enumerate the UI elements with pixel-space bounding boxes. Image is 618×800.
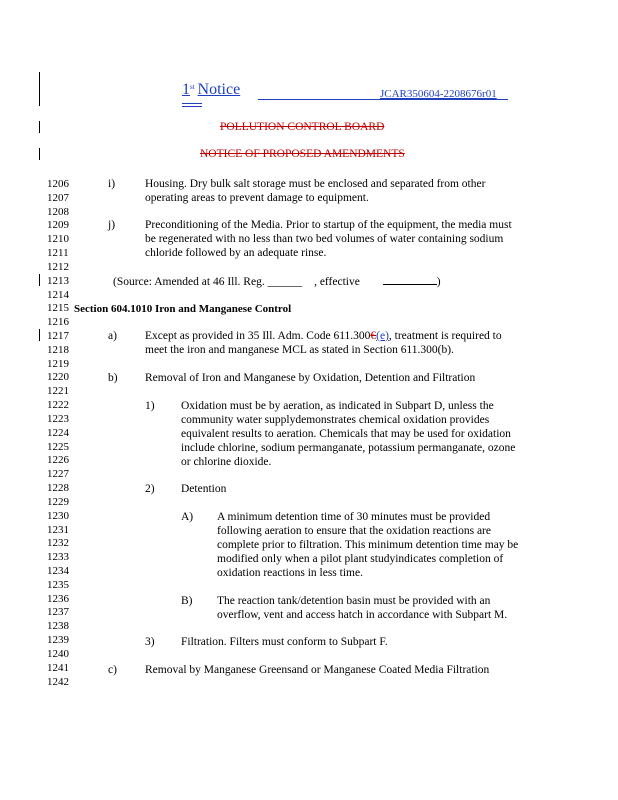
document-id: JCAR350604-2208676r01 bbox=[380, 88, 497, 100]
item-i-label: i) bbox=[108, 178, 116, 190]
change-bar bbox=[39, 148, 40, 160]
line-number: 1225 bbox=[47, 440, 69, 453]
line-number: 1227 bbox=[47, 468, 69, 481]
line-number: 1223 bbox=[47, 412, 69, 425]
notice-title: NOTICE OF PROPOSED AMENDMENTS bbox=[200, 148, 405, 160]
item-bA-text: complete prior to filtration. This minimum detention time may be bbox=[217, 539, 519, 551]
deleted-text: € bbox=[370, 330, 377, 342]
line-number: 1216 bbox=[47, 316, 69, 329]
item-b1-text: equivalent results to aeration. Chemicals that may be used for oxidation bbox=[181, 428, 511, 440]
item-a-text-part: , treatment is required to bbox=[388, 330, 502, 342]
line-number: 1210 bbox=[47, 233, 69, 246]
line-number: 1228 bbox=[47, 482, 69, 495]
item-a-label: a) bbox=[108, 330, 117, 342]
item-c-label: c) bbox=[108, 664, 117, 676]
item-j-text: be regenerated with no less than two bed volumes of water containing sodium bbox=[145, 233, 504, 245]
line-number: 1229 bbox=[47, 495, 69, 508]
item-b-label: b) bbox=[108, 372, 118, 384]
line-number: 1237 bbox=[47, 606, 69, 619]
line-number: 1214 bbox=[47, 288, 69, 301]
change-bar bbox=[39, 329, 40, 341]
item-bB-text: The reaction tank/detention basin must be provided with an bbox=[217, 595, 491, 607]
line-number: 1230 bbox=[47, 509, 69, 522]
notice-label: Notice bbox=[197, 81, 241, 98]
line-number: 1220 bbox=[47, 371, 69, 384]
line-number: 1236 bbox=[47, 592, 69, 605]
inserted-text: (e) bbox=[376, 330, 389, 342]
change-bar bbox=[39, 121, 40, 133]
board-title: POLLUTION CONTROL BOARD bbox=[220, 121, 385, 133]
item-b2-text: Detention bbox=[181, 483, 227, 495]
line-number: 1238 bbox=[47, 620, 69, 633]
line-number: 1239 bbox=[47, 634, 69, 647]
line-number: 1232 bbox=[47, 537, 69, 550]
line-number: 1218 bbox=[47, 343, 69, 356]
item-a-text: meet the iron and manganese MCL as stated in Section 611.300(b). bbox=[145, 344, 454, 356]
notice-header bbox=[182, 81, 240, 99]
line-number: 1234 bbox=[47, 564, 69, 577]
item-a-text-part: Except as provided in 35 Ill. Adm. Code 611.300 bbox=[145, 330, 371, 342]
item-a-text bbox=[145, 329, 502, 343]
line-number: 1242 bbox=[47, 675, 69, 688]
line-number: 1212 bbox=[47, 260, 69, 273]
line-number: 1231 bbox=[47, 523, 69, 536]
item-b1-text: Oxidation must be by aeration, as indicated in Subpart D, unless the bbox=[181, 400, 494, 412]
effective-rule bbox=[383, 274, 437, 285]
notice-number: 1 bbox=[182, 81, 190, 98]
item-b1-text: or chlorine dioxide. bbox=[181, 456, 272, 468]
source-text: (Source: Amended at 46 Ill. Reg. ______ bbox=[113, 276, 303, 288]
item-b3-label: 3) bbox=[145, 636, 155, 648]
line-number: 1219 bbox=[47, 357, 69, 370]
line-number: 1215 bbox=[47, 302, 69, 315]
line-number: 1209 bbox=[47, 219, 69, 232]
line-number: 1240 bbox=[47, 647, 69, 660]
item-j-text: Preconditioning of the Media. Prior to startup of the equipment, the media must bbox=[145, 219, 512, 231]
line-number: 1222 bbox=[47, 399, 69, 412]
line-number: 1213 bbox=[47, 274, 69, 287]
line-number: 1217 bbox=[47, 330, 69, 343]
item-bA-text: A minimum detention time of 30 minutes must be provided bbox=[217, 511, 491, 523]
item-bB-text: overflow, vent and access hatch in accordance with Subpart M. bbox=[217, 609, 508, 621]
line-number: 1241 bbox=[47, 661, 69, 674]
item-bA-text: following aeration to ensure that the oxidation reactions are bbox=[217, 525, 491, 537]
item-j-text: chloride followed by an adequate rinse. bbox=[145, 247, 327, 259]
change-bar bbox=[39, 72, 40, 106]
line-number: 1206 bbox=[47, 178, 69, 190]
line-number: 1207 bbox=[47, 191, 69, 204]
line-number: 1233 bbox=[47, 551, 69, 564]
item-b1-text: community water supplydemonstrates chemical oxidation provides bbox=[181, 414, 490, 426]
line-number: 1226 bbox=[47, 454, 69, 467]
line-number: 1211 bbox=[47, 247, 69, 260]
section-heading: Section 604.1010 Iron and Manganese Control bbox=[74, 303, 292, 315]
line-number: 1221 bbox=[47, 385, 69, 398]
item-b2-label: 2) bbox=[145, 483, 155, 495]
header-double-rule bbox=[182, 103, 202, 107]
item-bA-label: A) bbox=[181, 511, 194, 523]
item-b3-text: Filtration. Filters must conform to Subpart F. bbox=[181, 636, 388, 648]
source-text: , effective bbox=[314, 276, 363, 288]
item-i-text: operating areas to prevent damage to equipment. bbox=[145, 192, 369, 204]
line-number: 1208 bbox=[47, 205, 69, 218]
source-note bbox=[113, 274, 441, 289]
item-bB-label: B) bbox=[181, 595, 193, 607]
item-c-text: Removal by Manganese Greensand or Manganese Coated Media Filtration bbox=[145, 664, 490, 676]
item-i-text: Housing. Dry bulk salt storage must be enclosed and separated from other bbox=[145, 178, 486, 190]
item-j-label: j) bbox=[108, 219, 116, 231]
line-number: 1224 bbox=[47, 426, 69, 439]
line-number: 1235 bbox=[47, 578, 69, 591]
notice-superscript: st bbox=[190, 83, 195, 92]
item-bA-text: oxidation reactions in less time. bbox=[217, 567, 363, 579]
source-text: ) bbox=[436, 276, 441, 288]
item-bA-text: modified only when a pilot plant studyindicates completion of bbox=[217, 553, 504, 565]
change-bar bbox=[39, 274, 40, 286]
item-b1-text: include chlorine, sodium permanganate, potassium permanganate, ozone bbox=[181, 442, 516, 454]
item-b-text: Removal of Iron and Manganese by Oxidation, Detention and Filtration bbox=[145, 372, 476, 384]
item-b1-label: 1) bbox=[145, 400, 155, 412]
